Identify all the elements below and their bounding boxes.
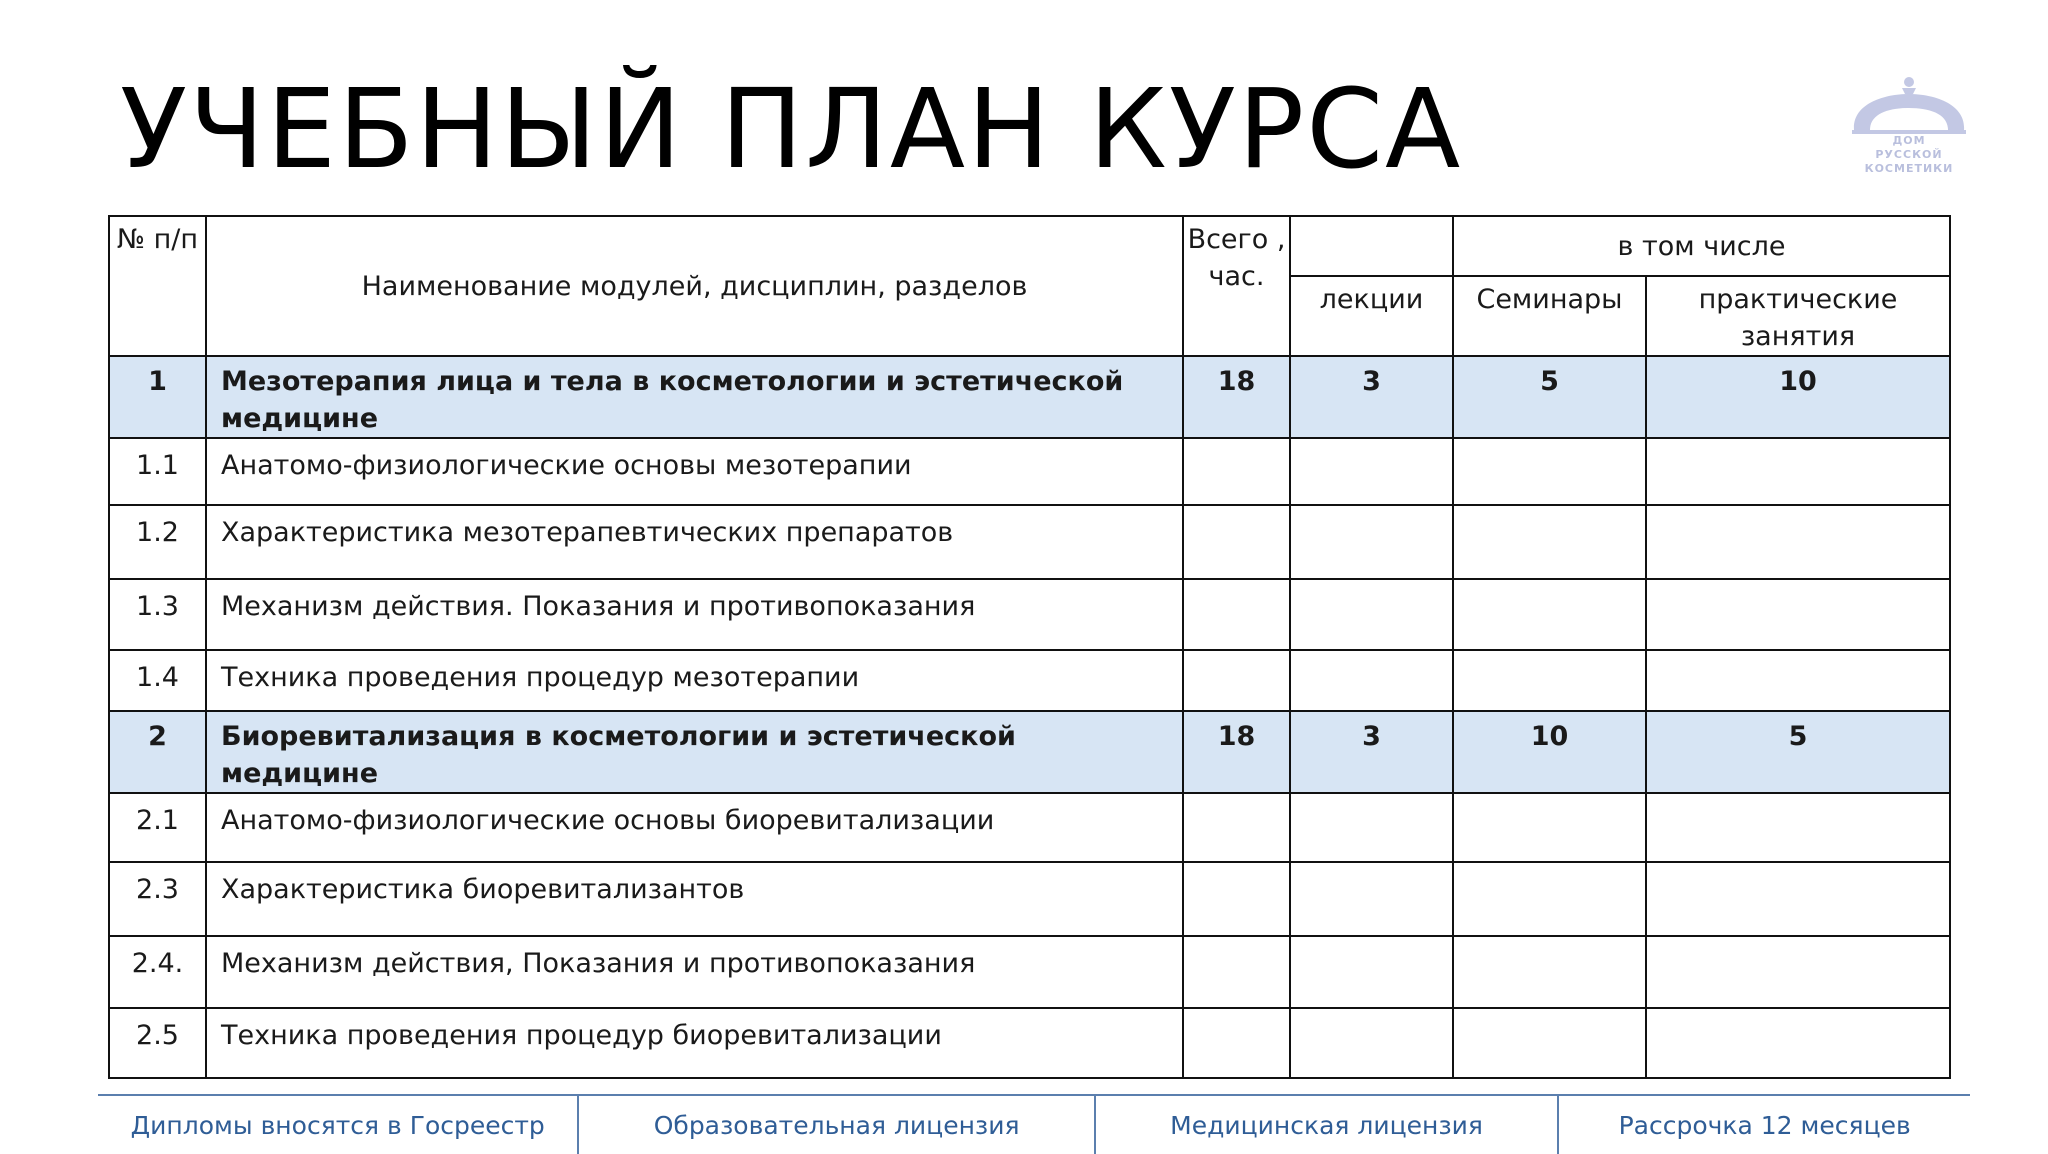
table-row-module — [109, 356, 1950, 438]
row-practice: 10 — [1646, 356, 1950, 438]
row-seminars — [1453, 650, 1646, 711]
row-total — [1183, 650, 1290, 711]
row-num: 1.3 — [109, 579, 206, 650]
row-num: 2.1 — [109, 793, 206, 862]
header-practice: практические занятия — [1646, 276, 1950, 356]
row-total — [1183, 862, 1290, 936]
row-total: 18 — [1183, 711, 1290, 793]
row-total — [1183, 936, 1290, 1008]
row-num: 1.2 — [109, 505, 206, 579]
row-practice — [1646, 793, 1950, 862]
table-row — [109, 438, 1950, 505]
row-seminars — [1453, 936, 1646, 1008]
row-seminars: 5 — [1453, 356, 1646, 438]
row-total — [1183, 505, 1290, 579]
header-total: Всего , час. — [1183, 216, 1290, 356]
row-lectures: 3 — [1290, 356, 1453, 438]
row-seminars — [1453, 862, 1646, 936]
row-practice: 5 — [1646, 711, 1950, 793]
row-name: Биоревитализация в косметологии и эстетической медицине — [206, 711, 1183, 793]
row-total — [1183, 793, 1290, 862]
row-practice — [1646, 1008, 1950, 1078]
brand-logo — [1844, 74, 1974, 196]
row-practice — [1646, 579, 1950, 650]
logo-text — [1844, 134, 1974, 176]
footer-item-medical-license: Медицинская лицензия — [1094, 1096, 1558, 1154]
header-seminars: Семинары — [1453, 276, 1646, 356]
row-seminars — [1453, 505, 1646, 579]
row-total — [1183, 438, 1290, 505]
table-row — [109, 793, 1950, 862]
row-seminars: 10 — [1453, 711, 1646, 793]
row-name: Техника проведения процедур мезотерапии — [206, 650, 1183, 711]
row-num: 1.1 — [109, 438, 206, 505]
row-practice — [1646, 505, 1950, 579]
row-lectures — [1290, 650, 1453, 711]
curriculum-table — [108, 215, 1951, 1079]
row-seminars — [1453, 1008, 1646, 1078]
row-practice — [1646, 650, 1950, 711]
row-lectures — [1290, 1008, 1453, 1078]
header-name: Наименование модулей, дисциплин, разделов — [206, 216, 1183, 356]
table-row — [109, 505, 1950, 579]
table-header-row — [109, 216, 1950, 276]
page-title: УЧЕБНЫЙ ПЛАН КУРСА — [120, 65, 1463, 193]
row-num: 2.5 — [109, 1008, 206, 1078]
row-name: Техника проведения процедур биоревитализации — [206, 1008, 1183, 1078]
footer-item-education-license: Образовательная лицензия — [577, 1096, 1093, 1154]
row-name: Анатомо-физиологические основы биоревитализации — [206, 793, 1183, 862]
table-row — [109, 579, 1950, 650]
row-num: 1.4 — [109, 650, 206, 711]
table-row — [109, 650, 1950, 711]
row-name: Характеристика биоревитализантов — [206, 862, 1183, 936]
table-row — [109, 1008, 1950, 1078]
header-num: № п/п — [109, 216, 206, 356]
row-num: 2 — [109, 711, 206, 793]
row-lectures — [1290, 793, 1453, 862]
row-total — [1183, 579, 1290, 650]
row-practice — [1646, 862, 1950, 936]
row-name: Анатомо-физиологические основы мезотерапии — [206, 438, 1183, 505]
row-seminars — [1453, 579, 1646, 650]
table-row — [109, 936, 1950, 1008]
row-total — [1183, 1008, 1290, 1078]
row-name: Механизм действия, Показания и противопоказания — [206, 936, 1183, 1008]
header-empty-cell — [1290, 216, 1453, 276]
row-lectures — [1290, 579, 1453, 650]
row-lectures: 3 — [1290, 711, 1453, 793]
row-practice — [1646, 438, 1950, 505]
row-lectures — [1290, 505, 1453, 579]
row-num: 2.3 — [109, 862, 206, 936]
row-name: Мезотерапия лица и тела в косметологии и эстетической медицине — [206, 356, 1183, 438]
row-total: 18 — [1183, 356, 1290, 438]
header-group: в том числе — [1453, 216, 1950, 276]
table-row-module — [109, 711, 1950, 793]
row-lectures — [1290, 936, 1453, 1008]
header-lectures: лекции — [1290, 276, 1453, 356]
row-practice — [1646, 936, 1950, 1008]
row-num: 1 — [109, 356, 206, 438]
logo-line: ДОМ — [1892, 134, 1926, 147]
row-name: Механизм действия. Показания и противопоказания — [206, 579, 1183, 650]
logo-line: РУССКОЙ — [1875, 148, 1943, 161]
row-num: 2.4. — [109, 936, 206, 1008]
footer-item-installments: Рассрочка 12 месяцев — [1557, 1096, 1970, 1154]
logo-line: КОСМЕТИКИ — [1864, 162, 1954, 175]
row-lectures — [1290, 862, 1453, 936]
row-seminars — [1453, 438, 1646, 505]
footer-bar — [98, 1094, 1970, 1154]
footer-item-registry: Дипломы вносятся в Госреестр — [130, 1110, 545, 1140]
row-seminars — [1453, 793, 1646, 862]
row-name: Характеристика мезотерапевтических препаратов — [206, 505, 1183, 579]
row-lectures — [1290, 438, 1453, 505]
table-row — [109, 862, 1950, 936]
